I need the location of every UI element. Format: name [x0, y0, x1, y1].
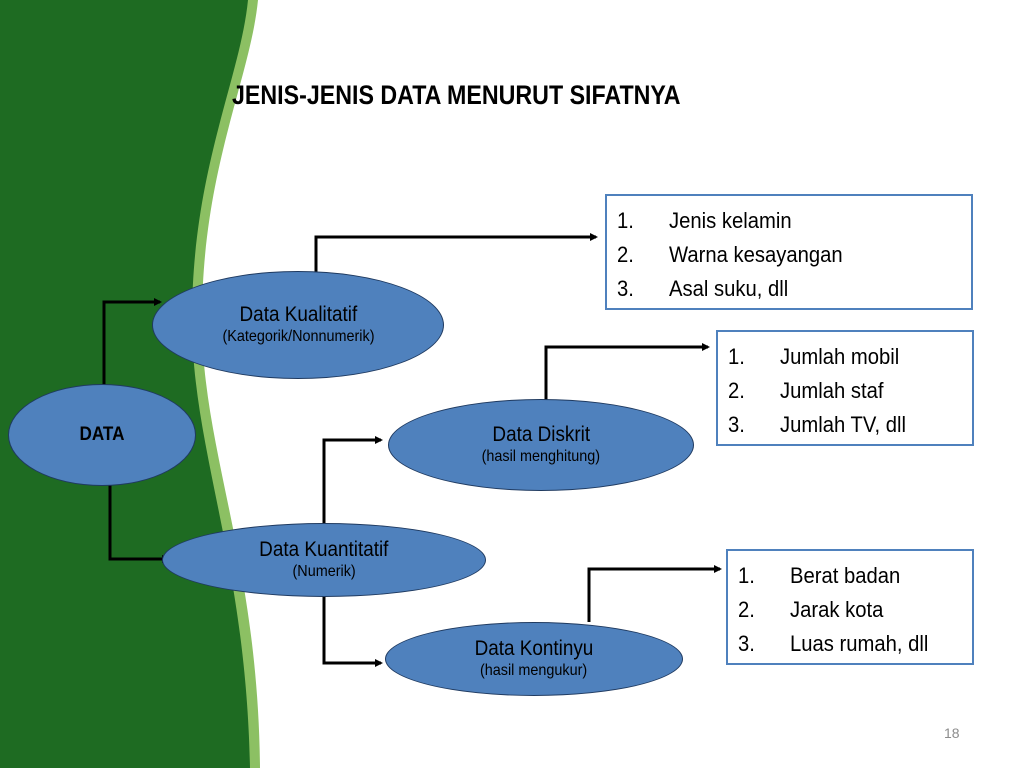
connector-diskrit-to-list: [546, 347, 708, 400]
node-diskrit-label: Data Diskrit: [492, 423, 590, 446]
list-item: 1. Jumlah mobil: [728, 344, 900, 369]
sidebar-dark-green-band: [0, 0, 250, 768]
node-data-kualitatif: [152, 271, 444, 379]
list-item: 1. Berat badan: [738, 563, 901, 588]
list-kualitatif-examples: [605, 194, 973, 310]
page-number: 18: [944, 725, 960, 741]
list-diskrit-examples: [716, 330, 974, 446]
node-data-label: DATA: [79, 424, 125, 445]
connector-kontinyu-to-list: [589, 569, 720, 622]
node-kualitatif-sub: (Kategorik/Nonnumerik): [221, 328, 375, 345]
node-diskrit-sub: (hasil menghitung): [481, 448, 601, 465]
node-kontinyu-label: Data Kontinyu: [474, 637, 594, 660]
list-kontinyu-examples: [726, 549, 974, 665]
list-item: 2. Jumlah staf: [728, 378, 884, 403]
node-data: [8, 384, 196, 486]
node-data-kontinyu: [385, 622, 683, 696]
list-item: 3. Asal suku, dll: [617, 276, 789, 301]
list-item: 1. Jenis kelamin: [617, 208, 792, 233]
slide-title: JENIS-JENIS DATA MENURUT SIFATNYA: [232, 80, 681, 110]
list-item: 3. Jumlah TV, dll: [728, 412, 907, 437]
list-item: 2. Jarak kota: [738, 597, 884, 622]
node-kualitatif-label: Data Kualitatif: [239, 303, 357, 326]
list-item: 3. Luas rumah, dll: [738, 631, 929, 656]
connector-kuantitatif-to-diskrit: [324, 440, 381, 530]
connector-kualitatif-to-list: [316, 237, 596, 272]
node-kuantitatif-label: Data Kuantitatif: [259, 538, 389, 561]
node-kontinyu-sub: (hasil mengukur): [480, 662, 588, 679]
list-item: 2. Warna kesayangan: [617, 242, 843, 267]
node-data-kuantitatif: [162, 523, 486, 597]
node-kuantitatif-sub: (Numerik): [292, 563, 356, 580]
node-data-diskrit: [388, 399, 694, 491]
